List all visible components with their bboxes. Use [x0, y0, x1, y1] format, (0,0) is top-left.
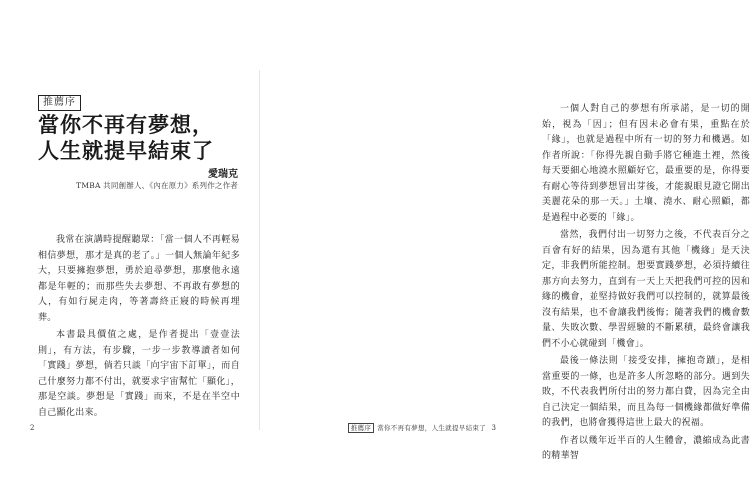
- page-number: 2: [30, 424, 35, 432]
- running-header-text: 當你不再有夢想，人生就提早結束了: [377, 424, 486, 432]
- title-line-1: 當你不再有夢想，: [38, 112, 214, 137]
- right-body-text: [542, 102, 750, 467]
- section-tag: 推薦序: [38, 95, 81, 111]
- paragraph: 當然，我們付出一切努力之後，不代表百分之百會有好的結果，因為還有其他「機緣」是天決定，非我們所能控制。想要實踐夢想，必須持續往那方向去努力，直到有一天上天把我們可控的因和緣的機會，並堅持做好我們可以控制的，就算最後沒有結果，也不會讓我們後悔；隨著我們的機會數量、失敗次數、學習經驗的不斷累積，最終會讓我們不小心就碰到「機會」。: [542, 230, 750, 349]
- paragraph: 一個人對自己的夢想有所承諾，是一切的開始，視為「因」；但有因未必會有果，重點在於「緣」，也就是過程中所有一切的努力和機遇。如作者所說：「你得先親自動手將它種進土裡，然後每天要細心地澆水照顧好它，最重要的是，你得要有耐心等待到夢想冒出芽後，才能親眼見證它開出美麗花朵的那一天。」土壤、澆水、耐心照顧，都是過程中必要的「緣」。: [542, 104, 750, 223]
- page-number: 3: [491, 424, 496, 432]
- left-page: [0, 0, 260, 500]
- author-name: 愛瑞克: [208, 169, 238, 180]
- left-body-text: [38, 233, 240, 423]
- paragraph: 我常在演講時提醒聽眾：「當一個人不再輕易相信夢想，那才是真的老了。」一個人無論年紀多大，只要擁抱夢想，勇於追尋夢想，那麼他永遠都是年輕的；而那些失去夢想、不再敢有夢想的人，有如行屍走肉，等著壽終正寢的時候再埋葬。: [38, 235, 240, 323]
- running-header-tag: 推薦序: [348, 423, 374, 433]
- title-line-2: 人生就提早結束了: [38, 138, 214, 163]
- right-page: [260, 0, 750, 500]
- paragraph: 本書最具價值之處，是作者提出「壹壹法則」，有方法，有步驟，一步一步教導讀者如何「實踐」夢想，倘若只談「向宇宙下訂單」，而自己什麼努力都不付出，就要求宇宙幫忙「顯化」，那是空談。夢想是「實踐」而來，不是在半空中自己顯化出來。: [38, 330, 240, 418]
- paragraph: 作者以幾年近半百的人生體會，濃縮成為此書的精華智: [542, 435, 750, 461]
- chapter-title: [38, 112, 238, 164]
- running-header: [348, 423, 486, 432]
- paragraph: 最後一條法則「接受安排，擁抱奇蹟」，是相當重要的一條，也是許多人所忽略的部分。遇到失敗，不代表我們所付出的努力都白費，因為完全由自己決定一個結果，而且為每一個機緣都做好準備的我們，也將會獲得這世上最大的祝福。: [542, 356, 750, 428]
- author-description: TMBA 共同創辦人、《內在原力》系列作之作者: [76, 181, 238, 190]
